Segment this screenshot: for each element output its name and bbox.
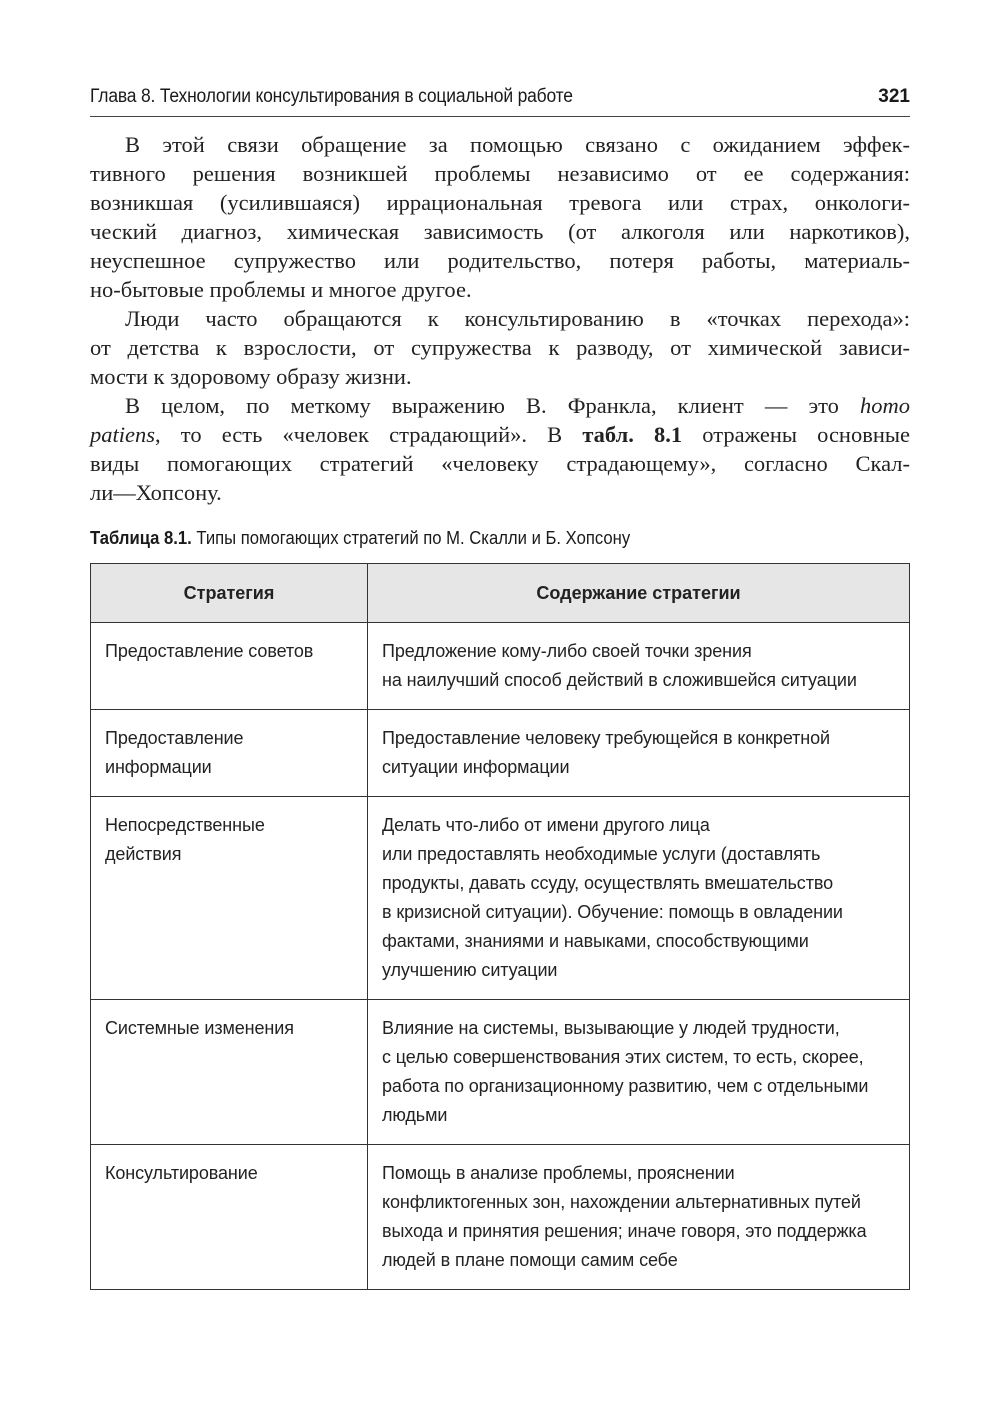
- table-reference: табл. 8.1: [582, 422, 683, 447]
- table-row: [91, 1145, 910, 1290]
- text-line: мости к здоровому образу жизни.: [90, 364, 412, 389]
- table-caption: [90, 527, 828, 549]
- content-cell: [368, 1145, 910, 1290]
- strategy-cell: [91, 1145, 368, 1290]
- text-run: В целом, по меткому выражению В. Франкла, клиент — это: [125, 393, 860, 418]
- body-text: [90, 130, 910, 507]
- page-number: 321: [878, 86, 910, 107]
- text-line: но-бытовые проблемы и многое другое.: [90, 277, 472, 302]
- text-line: ли—Хопсону.: [90, 480, 222, 505]
- column-header-strategy: Стратегия: [91, 564, 368, 623]
- table-row: [91, 710, 910, 797]
- content-cell: [368, 623, 910, 710]
- chapter-title: Глава 8. Технологии консультирования в социальной работе: [90, 86, 573, 107]
- table-row: [91, 623, 910, 710]
- strategy-text: Непосредственные действия: [105, 815, 265, 864]
- strategy-text: Предоставление информации: [105, 728, 244, 777]
- content-cell: [368, 1000, 910, 1145]
- strategy-cell: [91, 623, 368, 710]
- content-text: Предоставление человеку требующейся в конкретной ситуации информации: [382, 728, 830, 777]
- text-line: виды помогающих стратегий «человеку страдающему», согласно Скал-: [90, 451, 910, 476]
- content-cell: [368, 797, 910, 1000]
- table-row: [91, 797, 910, 1000]
- text-line: неуспешное супружество или родительство, потеря работы, материаль-: [90, 248, 910, 273]
- paragraph-2: [90, 304, 910, 391]
- text-run: отражены основные: [682, 422, 910, 447]
- strategy-cell: [91, 710, 368, 797]
- text-line: [90, 420, 910, 449]
- strategy-cell: [91, 797, 368, 1000]
- caption-text: Типы помогающих стратегий по М. Скалли и Б. Хопсону: [191, 527, 631, 548]
- text-line: ческий диагноз, химическая зависимость (от алкоголя или наркотиков),: [90, 219, 910, 244]
- italic-term: patiens: [90, 422, 155, 447]
- content-text: Влияние на системы, вызывающие у людей трудности, с целью совершенствования этих систем, то есть, скорее, работа по организационному развитию, чем с отдельными людьми: [382, 1018, 869, 1125]
- strategy-text: Консультирование: [105, 1163, 258, 1183]
- running-header: [90, 86, 910, 117]
- paragraph-1: [90, 130, 910, 304]
- text-run: , то есть «человек страдающий». В: [155, 422, 583, 447]
- content-cell: [368, 710, 910, 797]
- caption-label: Таблица 8.1.: [90, 527, 192, 548]
- paragraph-3: [90, 391, 910, 507]
- strategy-cell: [91, 1000, 368, 1145]
- column-header-content: Содержание стратегии: [368, 564, 910, 623]
- text-line: [90, 391, 910, 420]
- text-line: Люди часто обращаются к консультированию в «точках перехода»:: [125, 306, 910, 331]
- text-line: от детства к взрослости, от супружества к разводу, от химической зависи-: [90, 335, 910, 360]
- content-text: Делать что-либо от имени другого лица или предоставлять необходимые услуги (доставлять продукты, давать ссуду, осуществлять вмешательство в кризисной ситуации). Обучение: помощь в овладении фактами, знаниями и навыками, способствующими улучшению ситуации: [382, 815, 843, 980]
- table-row: [91, 1000, 910, 1145]
- strategy-text: Системные изменения: [105, 1018, 294, 1038]
- text-line: В этой связи обращение за помощью связано с ожиданием эффек-: [125, 132, 910, 157]
- content-text: Помощь в анализе проблемы, прояснении конфликтогенных зон, нахождении альтернативных путей выхода и принятия решения; иначе говоря, это поддержка людей в плане помощи самим себе: [382, 1163, 867, 1270]
- text-line: тивного решения возникшей проблемы независимо от ее содержания:: [90, 161, 910, 186]
- text-line: возникшая (усилившаяся) иррациональная тревога или страх, онкологи-: [90, 190, 910, 215]
- table-header-row: [91, 564, 910, 623]
- italic-term: homo: [860, 393, 910, 418]
- strategies-table: [90, 563, 910, 1290]
- strategy-text: Предоставление советов: [105, 641, 314, 661]
- content-text: Предложение кому-либо своей точки зрения на наилучший способ действий в сложившейся ситуации: [382, 641, 857, 690]
